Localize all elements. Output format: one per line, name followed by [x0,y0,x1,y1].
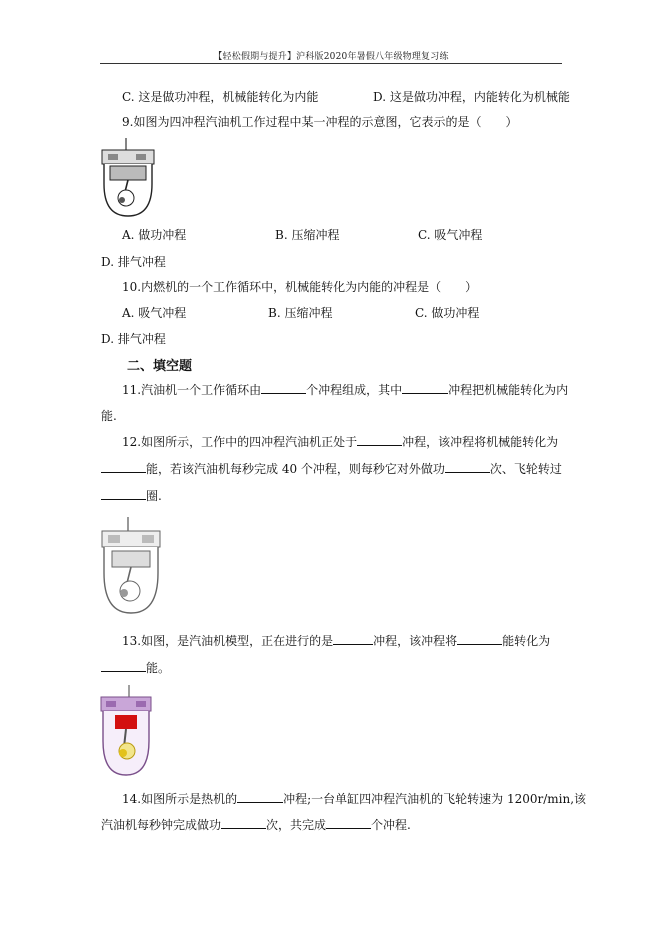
q9-option-a: A. 做功冲程 [122,228,187,242]
q13-line-1 [122,632,550,649]
page-header: 【轻松假期与提升】沪科版2020年暑假八年级物理复习练 [213,52,449,62]
q12-blank-3 [445,461,490,473]
q10-option-b: B. 压缩冲程 [268,306,333,320]
q11-text-3: 冲程把机械能转化为内 [448,383,569,397]
q9-option-c: C. 吸气冲程 [418,228,483,242]
q14-blank-3 [326,817,371,829]
q9-option-d: D. 排气冲程 [101,255,166,269]
q11-blank-2 [402,382,448,394]
engine-figure-q12 [100,515,162,617]
q12-line-2 [101,460,562,477]
q12-line-3 [101,487,162,504]
q12-text-3: 能，若该汽油机每秒完成 40 个冲程，则每秒它对外做功 [146,462,445,476]
engine-figure-q9 [100,136,156,220]
q12-text-1: 12.如图所示，工作中的四冲程汽油机正处于 [122,435,358,449]
q11-text-2: 个冲程组成，其中 [306,383,403,397]
q11-line-2: 能. [101,409,117,423]
q12-line-1 [122,433,558,450]
q10-stem: 10.内燃机的一个工作循环中，机械能转化为内能的冲程是（ ） [122,280,478,294]
engine-model-figure-q13 [100,683,152,778]
q14-blank-2 [221,817,266,829]
q8-option-d: D. 这是做功冲程，内能转化为机械能 [373,90,570,104]
header-divider [100,63,562,64]
q12-text-5: 圈. [146,489,162,503]
q9-stem: 9.如图为四冲程汽油机工作过程中某一冲程的示意图，它表示的是（ ） [122,115,518,129]
q9-option-b: B. 压缩冲程 [275,228,340,242]
q10-option-c: C. 做功冲程 [415,306,480,320]
q13-text-1: 13.如图，是汽油机模型，正在进行的是 [122,634,334,648]
q12-blank-1 [357,434,402,446]
q13-blank-3 [101,660,146,672]
q13-line-2 [101,659,170,676]
q12-text-4: 次、飞轮转过 [489,462,562,476]
q13-text-3: 能转化为 [502,634,551,648]
q12-blank-2 [101,461,146,473]
q14-text-2: 冲程;一台单缸四冲程汽油机的飞轮转速为 1200r/min,该 [283,792,587,806]
q11-text-1: 11.汽油机一个工作循环由 [122,383,262,397]
q12-text-2: 冲程，该冲程将机械能转化为 [402,435,559,449]
q13-text-4: 能。 [146,661,171,675]
q13-blank-1 [333,633,373,645]
section-title-fill-in: 二、填空题 [127,359,193,374]
q8-option-c: C. 这是做功冲程，机械能转化为内能 [122,90,319,104]
q14-text-4: 次，共完成 [266,818,327,832]
q14-text-3: 汽油机每秒钟完成做功 [101,818,222,832]
q14-line-2 [101,816,411,833]
q12-blank-4 [101,488,146,500]
q10-option-d: D. 排气冲程 [101,332,166,346]
q14-text-5: 个冲程. [371,818,411,832]
q13-blank-2 [457,633,502,645]
q11-blank-1 [261,382,306,394]
q14-blank-1 [237,791,283,803]
q14-line-1 [122,790,586,807]
q10-option-a: A. 吸气冲程 [122,306,187,320]
q13-text-2: 冲程，该冲程将 [373,634,458,648]
q11-line-1 [122,381,568,398]
q14-text-1: 14.如图所示是热机的 [122,792,238,806]
